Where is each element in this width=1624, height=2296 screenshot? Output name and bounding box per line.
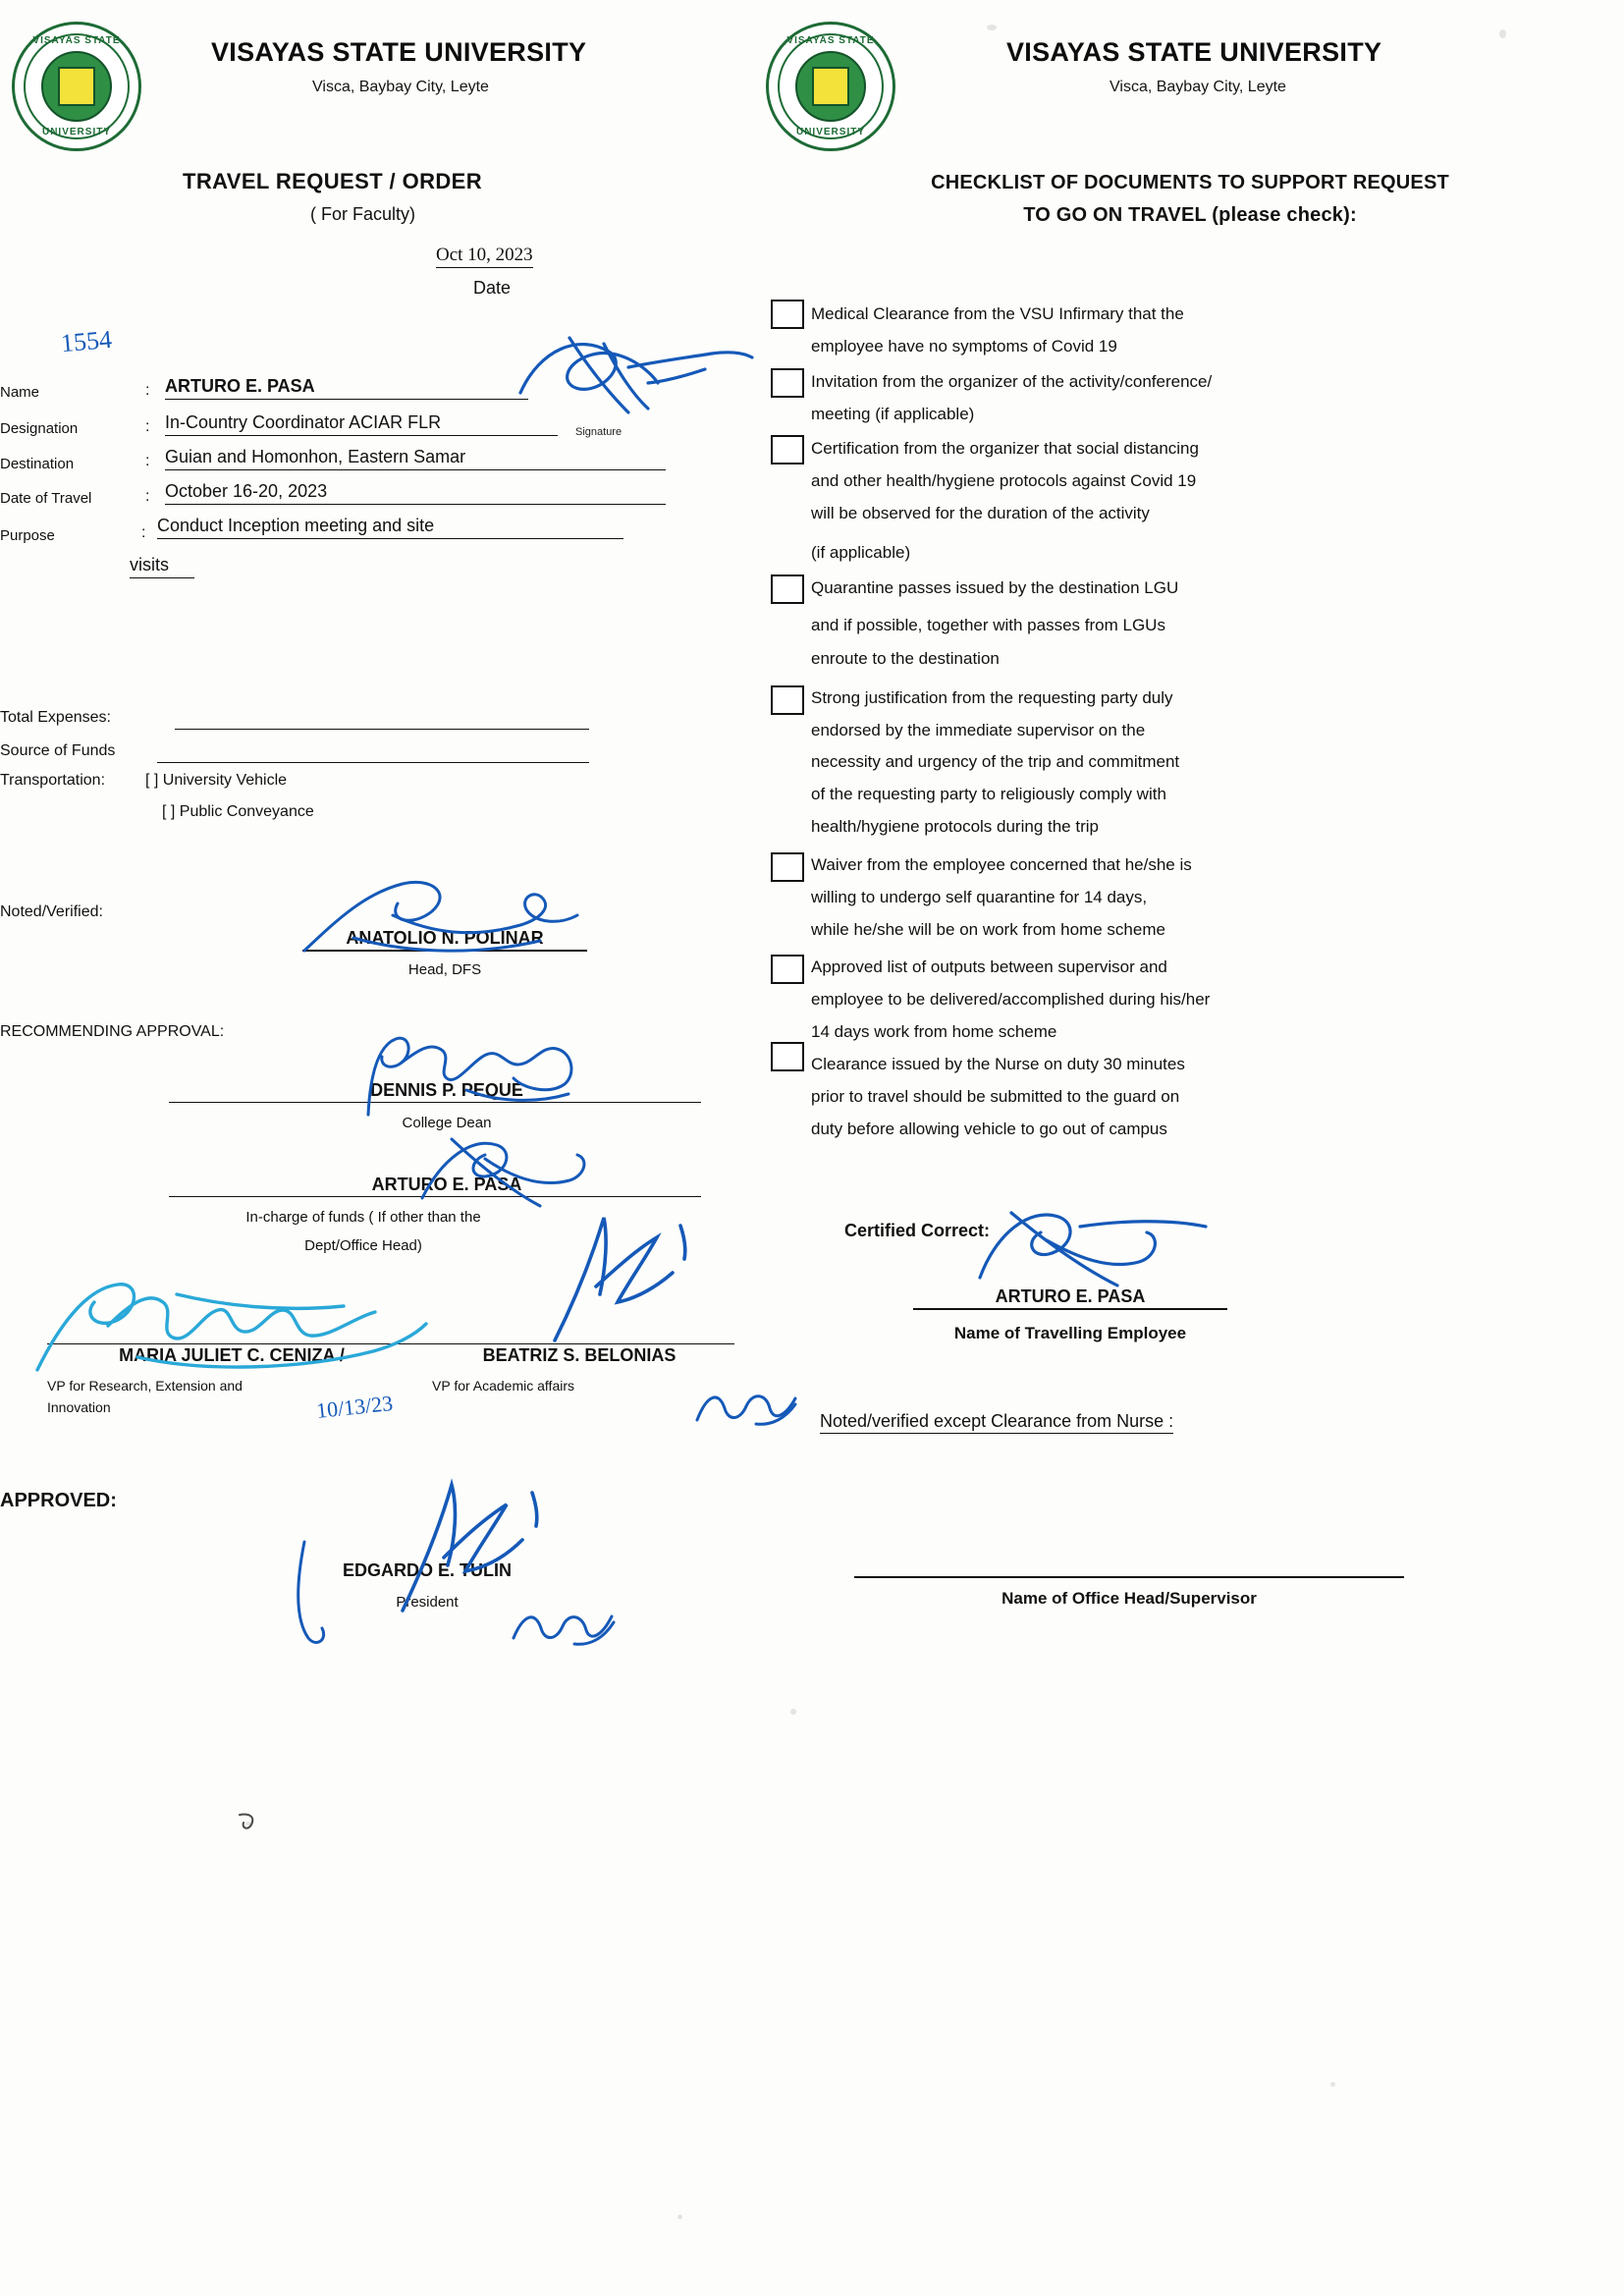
checklist-text: endorsed by the immediate supervisor on the <box>811 721 1146 739</box>
checkbox-waiver[interactable] <box>771 852 804 882</box>
office-head-signature-line <box>854 1576 1404 1578</box>
form-title: TRAVEL REQUEST / ORDER <box>183 169 483 193</box>
travelling-employee-name: ARTURO E. PASA <box>913 1286 1227 1310</box>
checklist-text: 14 days work from home scheme <box>811 1022 1057 1041</box>
field-colon: : <box>145 453 150 469</box>
signature-label: Signature <box>575 426 623 438</box>
field-value-purpose: Conduct Inception meeting and site <box>157 516 623 539</box>
noted-verified-role: Head, DFS <box>407 961 482 978</box>
seal-bottom-text: UNIVERSITY <box>795 127 865 137</box>
incharge-of-funds-name: ARTURO E. PASA <box>371 1175 522 1194</box>
noted-verified-name: ANATOLIO N. POLINAR <box>302 928 587 952</box>
checklist-text: Certification from the organizer that social distancing <box>811 439 1199 458</box>
checklist-text: Clearance issued by the Nurse on duty 30 minutes <box>811 1055 1185 1073</box>
checklist-text: duty before allowing vehicle to go out of campus <box>811 1120 1167 1138</box>
vp-research-role-line2: Innovation <box>47 1399 111 1415</box>
checkbox-nurse-clearance[interactable] <box>771 1042 804 1071</box>
field-value-designation: In-Country Coordinator ACIAR FLR <box>165 412 558 436</box>
checklist-text: health/hygiene protocols during the trip <box>811 817 1099 836</box>
signature-ink-peque <box>349 1021 614 1129</box>
seal-top-text: VISAYAS STATE <box>32 35 121 46</box>
noted-verified-label: Noted/Verified: <box>0 903 103 920</box>
checklist-text: Strong justification from the requesting party duly <box>811 688 1173 707</box>
checklist-text: and if possible, together with passes from LGUs <box>811 616 1165 634</box>
stray-mark-bottom <box>236 1807 265 1836</box>
vp-signature-line <box>47 1343 734 1344</box>
checklist-section <box>776 0 1624 2296</box>
checklist-title-line1: CHECKLIST OF DOCUMENTS TO SUPPORT REQUEST <box>931 172 1449 193</box>
signature-ink-president-left-stroke <box>275 1532 344 1650</box>
field-colon: : <box>145 488 150 505</box>
checklist-text: while he/she will be on work from home scheme <box>811 920 1165 939</box>
vp-research-name: MARIA JULIET C. CENIZA / <box>119 1345 345 1365</box>
field-label-purpose: Purpose <box>0 527 55 544</box>
vp-academic-name: BEATRIZ S. BELONIAS <box>482 1345 677 1365</box>
form-subtitle: ( For Faculty) <box>310 204 416 224</box>
handwritten-reference-number: 1554 <box>59 324 114 358</box>
checklist-text: Approved list of outputs between supervisor and <box>811 957 1167 976</box>
signature-ink-certified-correct <box>962 1193 1227 1301</box>
transportation-label: Transportation: <box>0 772 106 789</box>
signature-ink-ceniza <box>29 1267 442 1394</box>
field-value-destination: Guian and Homonhon, Eastern Samar <box>165 447 666 470</box>
university-name-left: VISAYAS STATE UNIVERSITY <box>211 37 587 67</box>
president-name: EDGARDO E. TULIN <box>342 1560 512 1580</box>
checklist-text: of the requesting party to religiously comply with <box>811 785 1166 803</box>
vp-research-role-line1: VP for Research, Extension and <box>47 1378 243 1394</box>
field-value-purpose-line2: visits <box>130 555 194 578</box>
signature-ink-polinar <box>295 864 589 972</box>
checklist-text: enroute to the destination <box>811 649 1000 668</box>
checklist-text: and other health/hygiene protocols against Covid 19 <box>811 471 1197 490</box>
date-value: Oct 10, 2023 <box>436 245 533 268</box>
checkbox-quarantine-passes[interactable] <box>771 574 804 604</box>
checkbox-medical-clearance[interactable] <box>771 300 804 329</box>
travelling-employee-caption: Name of Travelling Employee <box>953 1324 1187 1342</box>
field-colon: : <box>141 524 146 541</box>
dean-role: College Dean <box>402 1115 492 1131</box>
total-expenses-line <box>175 729 589 730</box>
source-of-funds-label: Source of Funds <box>0 742 116 759</box>
field-colon: : <box>145 418 150 435</box>
incharge-role-line1: In-charge of funds ( If other than the <box>245 1209 481 1226</box>
total-expenses-label: Total Expenses: <box>0 709 111 726</box>
recommending-approval-label: RECOMMENDING APPROVAL: <box>0 1023 225 1040</box>
checklist-text: Invitation from the organizer of the activity/conference/ <box>811 372 1213 391</box>
office-head-caption: Name of Office Head/Supervisor <box>1001 1589 1257 1608</box>
checklist-text: necessity and urgency of the trip and commitment <box>811 752 1180 771</box>
field-colon: : <box>145 382 150 399</box>
checklist-text: will be observed for the duration of the activity <box>811 504 1150 522</box>
university-address-right: Visca, Baybay City, Leyte <box>1110 79 1286 95</box>
university-address-left: Visca, Baybay City, Leyte <box>312 79 489 95</box>
checkbox-invitation[interactable] <box>771 368 804 398</box>
university-name-right: VISAYAS STATE UNIVERSITY <box>1006 37 1382 67</box>
field-value-name: ARTURO E. PASA <box>165 376 528 400</box>
signature-ink-initial-vp <box>535 1208 712 1345</box>
vp-academic-role: VP for Academic affairs <box>432 1378 574 1394</box>
checklist-text: meeting (if applicable) <box>811 405 975 423</box>
checklist-text: Quarantine passes issued by the destination LGU <box>811 578 1179 597</box>
checklist-text: prior to travel should be submitted to the guard on <box>811 1087 1180 1106</box>
dean-name: DENNIS P. PEQUE <box>370 1080 523 1100</box>
transport-option-public-conveyance[interactable]: [ ] Public Conveyance <box>162 803 314 820</box>
university-seal-icon <box>12 22 141 151</box>
checklist-text: Medical Clearance from the VSU Infirmary that the <box>811 304 1184 323</box>
checklist-text: employee have no symptoms of Covid 19 <box>811 337 1117 355</box>
signature-ink-pasa-incharge <box>412 1120 609 1218</box>
field-label-designation: Designation <box>0 420 79 437</box>
dean-signature-line <box>169 1102 701 1103</box>
checklist-text: willing to undergo self quarantine for 14 days, <box>811 888 1148 906</box>
noted-verified-except-label: Noted/verified except Clearance from Nurse : <box>820 1411 1173 1434</box>
approved-label: APPROVED: <box>0 1490 117 1511</box>
seal-bottom-text: UNIVERSITY <box>41 127 111 137</box>
field-label-name: Name <box>0 384 40 401</box>
president-role: President <box>396 1594 459 1611</box>
field-label-destination: Destination <box>0 456 75 472</box>
travel-request-section <box>0 0 776 2296</box>
checkbox-approved-outputs[interactable] <box>771 955 804 984</box>
incharge-role-line2: Dept/Office Head) <box>304 1237 422 1254</box>
checklist-title-line2: TO GO ON TRAVEL (please check): <box>1023 204 1357 226</box>
checkbox-strong-justification[interactable] <box>771 685 804 715</box>
university-seal-icon-right <box>766 22 895 151</box>
incharge-signature-line <box>169 1196 701 1197</box>
field-label-date-of-travel: Date of Travel <box>0 490 92 507</box>
date-label: Date <box>473 278 512 298</box>
checklist-text: employee to be delivered/accomplished during his/her <box>811 990 1211 1009</box>
checklist-text: Waiver from the employee concerned that he/she is <box>811 855 1192 874</box>
transport-option-university-vehicle[interactable]: [ ] University Vehicle <box>145 772 288 789</box>
checklist-text: (if applicable) <box>811 543 911 562</box>
source-of-funds-line <box>157 762 589 763</box>
certified-correct-label: Certified Correct: <box>844 1221 991 1240</box>
field-value-date-of-travel: October 16-20, 2023 <box>165 481 666 505</box>
checkbox-certification-social-distancing[interactable] <box>771 435 804 465</box>
handwritten-date: 10/13/23 <box>314 1390 395 1424</box>
seal-top-text: VISAYAS STATE <box>786 35 875 46</box>
